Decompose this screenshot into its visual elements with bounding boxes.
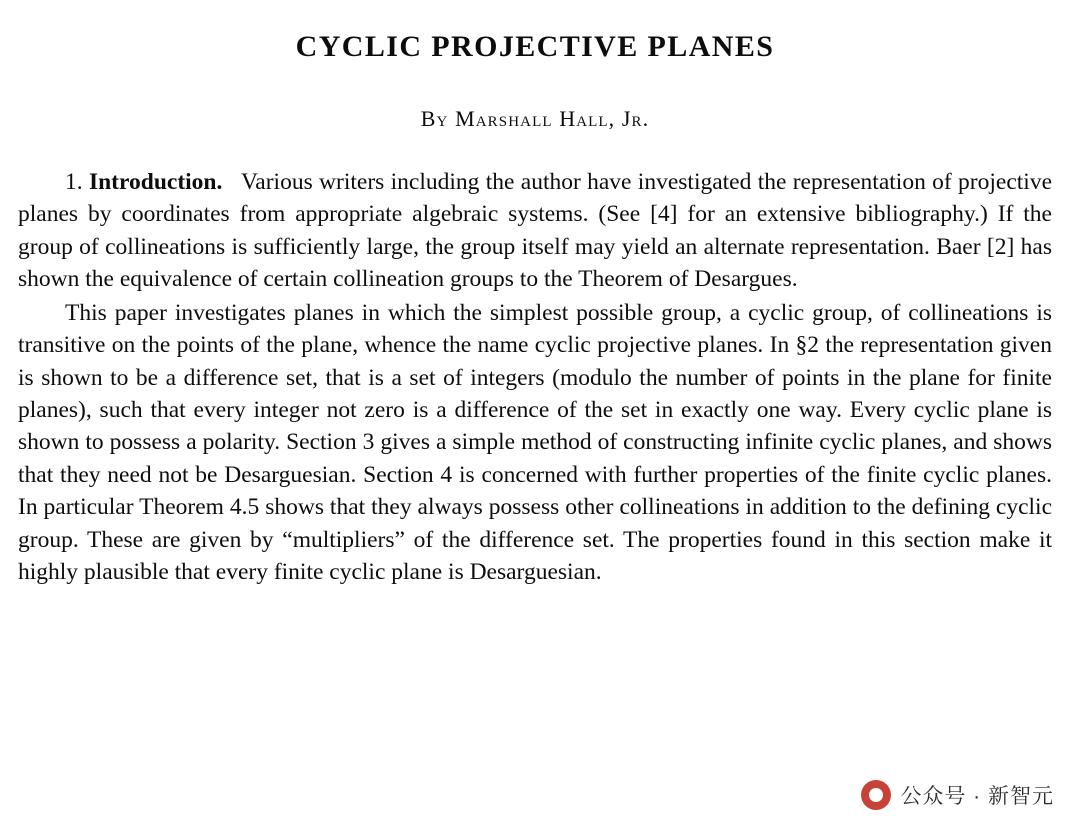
- paragraph-text: Various writers including the author have investigated the representation of projective planes by coordinates from appropriate algebraic systems. (See [4] for an extensive bibliography.) If the group of collineations is sufficiently large, the group itself may yield an alternate representation. Baer [2] has shown the equivalence of certain collineation groups to the Theorem of Desargues.: [18, 169, 1053, 293]
- article-body: [18, 166, 1052, 588]
- paragraph-overview: [18, 297, 1052, 589]
- watermark-logo-icon: [861, 780, 891, 810]
- watermark: [861, 780, 1054, 810]
- paragraph-text: This paper investigates planes in which the simplest possible group, a cyclic group, of collineations is transitive on the points of the plane, whence the name cyclic projective planes. In §2 the representation given is shown to be a difference set, that is a set of integers (modulo the number of points in the plane for finite planes), such that every integer not zero is a difference of the set in exactly one way. Every cyclic plane is shown to possess a polarity. Section 3 gives a simple method of constructing infinite cyclic planes, and shows that they need not be Desarguesian. Section 4 is concerned with further properties of the finite cyclic planes. In particular Theorem 4.5 shows that they always possess other collineations in addition to the defining cyclic group. These are given by “multipliers” of the difference set. The properties found in this section make it highly plausible that every finite cyclic plane is Desarguesian.: [18, 299, 1052, 586]
- watermark-text: 公众号 · 新智元: [900, 785, 1054, 808]
- author-byline: By Marshall Hall, Jr.: [420, 106, 650, 131]
- section-number: 1.: [65, 169, 83, 195]
- paragraph-intro: [18, 166, 1052, 296]
- section-title: Introduction.: [88, 169, 223, 195]
- page-title: CYCLIC PROJECTIVE PLANES: [295, 30, 775, 63]
